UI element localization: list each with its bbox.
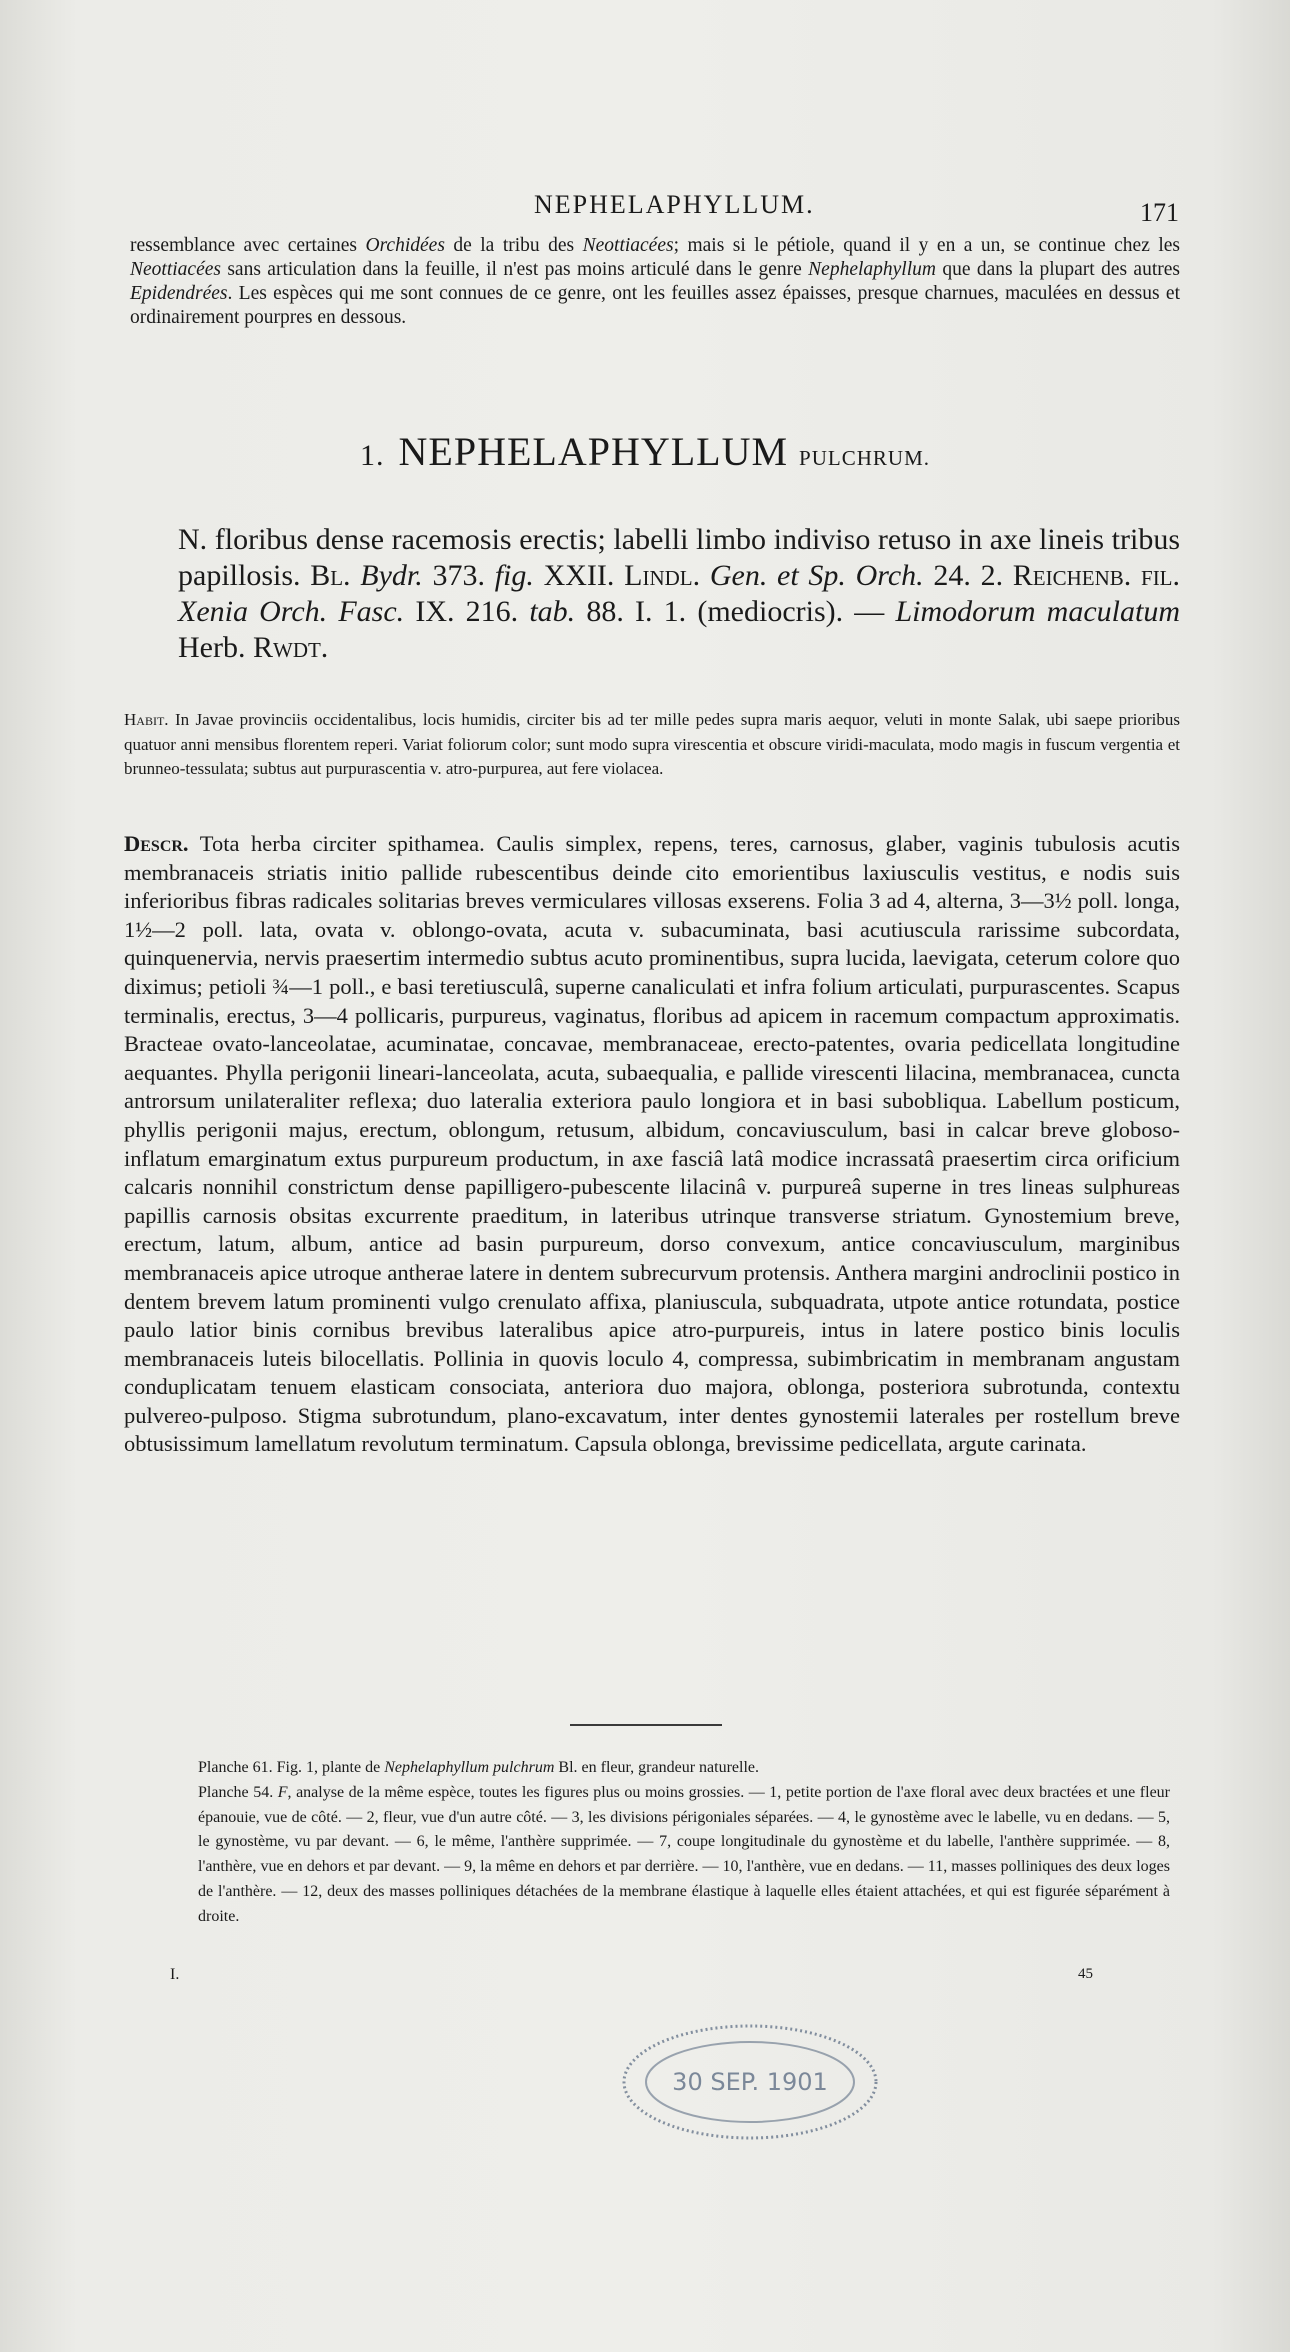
text-run: 24. 2.	[923, 559, 1013, 592]
library-stamp	[616, 2018, 884, 2146]
author-abbrev: Rwdt.	[252, 631, 329, 664]
italic-text: Gen. et Sp. Orch.	[709, 559, 924, 592]
species-number: 1.	[360, 439, 385, 472]
italic-text: F	[277, 1783, 288, 1801]
text-run: ressemblance avec certaines	[130, 235, 366, 256]
text-run	[351, 559, 361, 592]
section-divider	[570, 1724, 722, 1726]
italic-text: tab.	[529, 595, 576, 628]
species-genus: NEPHELAPHYLLUM	[398, 429, 789, 474]
plate-caption-54	[198, 1781, 1170, 1930]
text-run	[700, 559, 710, 592]
text-run: Bl. en fleur, grandeur naturelle.	[554, 1759, 759, 1776]
description-label: Descr.	[124, 831, 189, 856]
stamp-date: 30 SEP. 1901	[672, 2068, 828, 2096]
habit-text: In Javae provinciis occidentalibus, locis humidis, circiter bis ad ter mille pedes supra maris aequor, veluti in monte Salak, ubi saepe prioribus quatuor anni mensibus florentem reperi. Variat foliorum color; sunt modo supra virescentia et obscure viridi-maculata, modo magis in fuscum vergentia et brunneo-tessulata; subtus aut purpurascentia v. atro-purpurea, aut fere violacea.	[124, 710, 1181, 778]
text-run: Herb.	[178, 631, 253, 664]
italic-text: Neottiacées	[130, 259, 221, 280]
text-run: Planche 54.	[198, 1783, 278, 1801]
text-run: N. floribus dense racemosis erectis; labelli limbo indiviso retuso in axe lineis tribus papillosis.	[178, 523, 1180, 592]
text-run: que dans la plupart des autres	[935, 259, 1180, 280]
italic-text: Bydr.	[360, 559, 423, 592]
italic-text: Nephelaphyllum pulchrum	[384, 1759, 555, 1776]
italic-text: Limodorum maculatum	[895, 595, 1180, 628]
running-title: NEPHELAPHYLLUM.	[534, 190, 815, 219]
text-run: XXII.	[533, 559, 625, 592]
text-run: . Les espèces qui me sont connues de ce genre, ont les feuilles assez épaisses, presque charnues, maculées en dessus et ordinairement pourpres en dessous.	[130, 283, 1180, 328]
species-title	[0, 428, 1290, 475]
species-epithet: PULCHRUM.	[799, 446, 930, 470]
italic-text: Neottiacées	[582, 235, 674, 256]
text-run: 373.	[422, 559, 495, 592]
habit-label: Habit.	[124, 710, 169, 729]
text-run: IX. 216.	[404, 595, 530, 628]
text-run: sans articulation dans la feuille, il n'est pas moins articulé dans le genre	[220, 259, 809, 280]
text-run: de la tribu des	[444, 235, 583, 256]
description-text: Tota herba circiter spithamea. Caulis simplex, repens, teres, carnosus, glaber, vaginis tubulosis acutis membranaceis striatis initio pallide rubescentibus deinde cito emorientibus laxiusculis vestitus, e nodis suis inferioribus fibras radicales solitarias breves vermiculares villosas exserens. Folia 3 ad 4, alterna, 3—3½ poll. longa, 1½—2 poll. lata, ovata v. oblongo-ovata, acuta v. subacuminata, basi acutiuscula rarissime subcordata, quinquenervia, nervis praesertim intermedio subtus acuto prominentibus, supra lucida, laevigata, ceterum colore quo diximus; petioli ¾—1 poll., e basi teretiusculâ, superne canaliculati et infra folium articulati, purpurascentes. Scapus terminalis, erectus, 3—4 pollicaris, purpureus, vaginatus, floribus ad apicem in racemum compactum approximatis. Bracteae ovato-lanceolatae, acuminatae, concavae, membranaceae, erecto-patentes, ovaria pedicellata longitudine aequantes. Phylla perigonii lineari-lanceolata, acuta, subaequalia, e pallide virescenti lilacina, membranacea, cuncta antrorsum unilateraliter reflexa; duo lateralia exteriora paulo longiora et in basi subobliqua. Labellum posticum, phyllis perigonii majus, erectum, oblongum, retusum, albidum, concaviusculum, basi in calcar breve globoso-inflatum emarginatum extus purpureum productum, in axe fasciâ latâ modice incrassatâ praesertim circa orificium calcaris nonnihil constrictum dense papilligero-pubescente lilacinâ v. purpureâ superne in tres lineas sulphureas papillis carnosis obsitas excurrente praeditum, in lateribus utrinque transverse striatum. Gynostemium breve, erectum, latum, album, antice ad basin purpureum, dorso convexum, antice concaviusculum, marginibus membranaceis apice utroque antherae latere in dentem subrecurvum protensis. Anthera margini androclinii postico in dentem brevem latum prominenti vulgo crenulato affixa, planiuscula, subquadrata, utpote antice rotundata, postice paulo latior binis cornibus brevibus lateralibus apice atro-purpureis, intus in latere postico binis loculis membranaceis luteis bilocellatis. Pollinia in quovis loculo 4, compressa, subimbricatim in membranam angustam conduplicatam tenuem elasticam consociata, anteriora duo majora, oblonga, posteriora subrotunda, contextu pulvereo-pulposo. Stigma subrotundum, plano-excavatum, inter dentes gynostemii laterales per rostellum breve obtusissimum lamellatum revolutum terminatum. Capsula oblonga, brevissime pedicellata, argute carinata.	[124, 831, 1181, 1457]
plate-caption-61	[198, 1756, 1170, 1781]
italic-text: fig.	[494, 559, 534, 592]
author-abbrev: Reichenb. fil.	[1012, 559, 1181, 592]
page-header	[0, 190, 1290, 230]
signature-mark-right: 45	[1078, 1966, 1093, 1982]
diagnosis-paragraph	[130, 522, 1180, 666]
signature-mark-left: I.	[170, 1966, 180, 1983]
text-run: ; mais si le pétiole, quand il y en a un, se continue chez les	[673, 235, 1180, 256]
habit-paragraph	[124, 708, 1180, 782]
italic-text: Orchidées	[365, 235, 445, 256]
text-run: , analyse de la même espèce, toutes les figures plus ou moins grossies. — 1, petite portion de l'axe floral avec deux bractées et une fleur épanouie, vue de côté. — 2, fleur, vue d'un autre côté. — 3, les divisions périgoniales séparées. — 4, le gynostème avec le labelle, vu en dedans. — 5, le gynostème, vu par devant. — 6, le même, l'anthère supprimée. — 7, coupe longitudinale du gynostème et du labelle, l'anthère supprimée. — 8, l'anthère, vue en dehors et par devant. — 9, la même en dehors et par derrière. — 10, l'anthère, vue en dedans. — 11, masses polliniques des deux loges de l'anthère. — 12, deux des masses polliniques détachées de la membrane élastique à laquelle elles étaient attachées, et qui est figurée séparément à droite.	[198, 1783, 1170, 1925]
author-abbrev: Bl.	[310, 559, 351, 592]
italic-text: Nephelaphyllum	[808, 259, 936, 280]
plate-captions	[198, 1756, 1170, 1930]
italic-text: Epidendrées	[130, 283, 228, 304]
text-run: 88. I. 1. (mediocris). —	[575, 595, 896, 628]
author-abbrev: Lindl.	[624, 559, 701, 592]
page-number: 171	[1140, 198, 1179, 227]
diagnosis-text	[130, 522, 1180, 666]
description-paragraph	[124, 830, 1180, 1459]
intro-paragraph	[130, 234, 1180, 330]
italic-text: Xenia Orch. Fasc.	[178, 595, 405, 628]
text-run: Planche 61. Fig. 1, plante de	[198, 1759, 385, 1776]
